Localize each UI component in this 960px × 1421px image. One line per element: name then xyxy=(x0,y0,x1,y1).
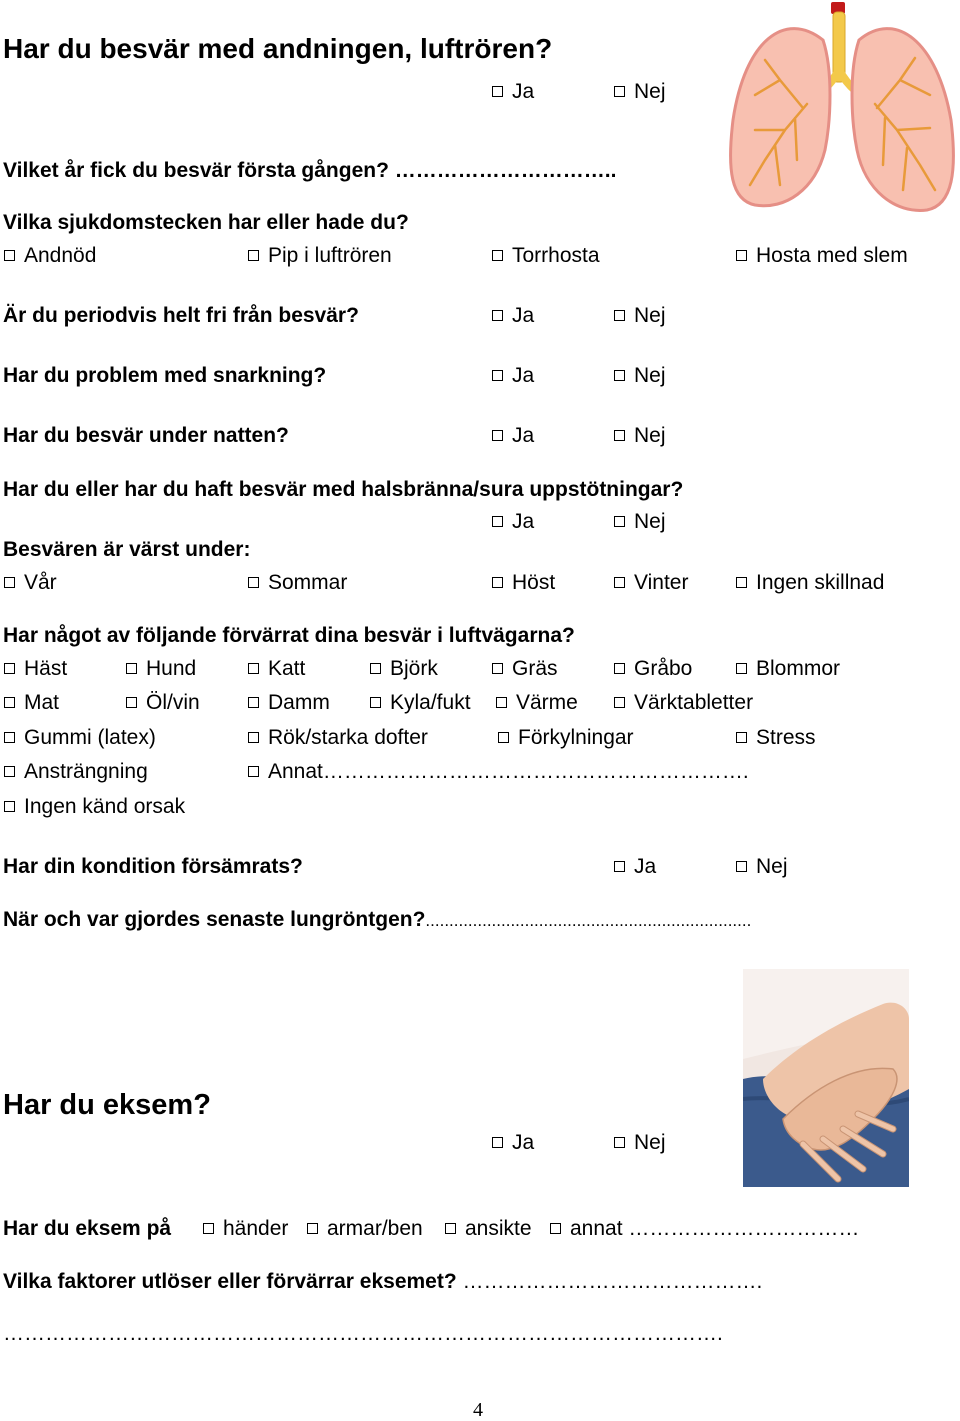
checkbox-icon[interactable] xyxy=(4,766,15,777)
checkbox-icon[interactable] xyxy=(248,732,259,743)
checkbox-icon[interactable] xyxy=(4,801,15,812)
checkbox-hund[interactable]: Hund xyxy=(126,658,196,679)
checkbox-ja-condition[interactable]: Ja xyxy=(614,856,656,877)
question-symptom-free: Är du periodvis helt fri från besvär? xyxy=(3,304,359,327)
checkbox-varktabletter[interactable]: Värktabletter xyxy=(614,692,753,713)
checkbox-gras[interactable]: Gräs xyxy=(492,658,558,679)
checkbox-icon[interactable] xyxy=(614,516,625,527)
checkbox-hosta-slem[interactable]: Hosta med slem xyxy=(736,245,908,266)
checkbox-host[interactable]: Höst xyxy=(492,572,555,593)
checkbox-icon[interactable] xyxy=(248,697,259,708)
question-symptoms: Vilka sjukdomstecken har eller hade du? xyxy=(3,211,409,234)
checkbox-bjork[interactable]: Björk xyxy=(370,658,438,679)
checkbox-icon[interactable] xyxy=(370,697,381,708)
checkbox-icon[interactable] xyxy=(492,86,503,97)
section-title-breathing: Har du besvär med andningen, luftrören? xyxy=(3,33,553,64)
answer-dotted-line[interactable]: ……………………………………. xyxy=(462,1270,763,1293)
answer-dotted-line[interactable]: ..................................................................... xyxy=(425,911,752,930)
checkbox-icon[interactable] xyxy=(492,663,503,674)
checkbox-icon[interactable] xyxy=(4,577,15,588)
checkbox-ja-night[interactable]: Ja xyxy=(492,425,534,446)
checkbox-stress[interactable]: Stress xyxy=(736,727,816,748)
section-title-eczema: Har du eksem? xyxy=(3,1089,211,1121)
checkbox-pip[interactable]: Pip i luftrören xyxy=(248,245,392,266)
checkbox-hast[interactable]: Häst xyxy=(4,658,67,679)
hands-photo-icon xyxy=(743,969,909,1187)
checkbox-ja-snoring[interactable]: Ja xyxy=(492,365,534,386)
checkbox-icon[interactable] xyxy=(614,577,625,588)
checkbox-icon[interactable] xyxy=(736,663,747,674)
checkbox-nej-heartburn[interactable]: Nej xyxy=(614,511,666,532)
checkbox-icon[interactable] xyxy=(126,663,137,674)
checkbox-kyla-fukt[interactable]: Kyla/fukt xyxy=(370,692,471,713)
checkbox-icon[interactable] xyxy=(498,732,509,743)
checkbox-icon[interactable] xyxy=(4,697,15,708)
checkbox-mat[interactable]: Mat xyxy=(4,692,59,713)
checkbox-sommar[interactable]: Sommar xyxy=(248,572,347,593)
checkbox-andnod[interactable]: Andnöd xyxy=(4,245,96,266)
checkbox-icon[interactable] xyxy=(614,370,625,381)
checkbox-grabo[interactable]: Gråbo xyxy=(614,658,692,679)
question-night: Har du besvär under natten? xyxy=(3,424,289,447)
checkbox-annat-eczema[interactable]: annat …………………………… xyxy=(550,1218,859,1239)
question-condition: Har din kondition försämrats? xyxy=(3,855,303,878)
checkbox-varme[interactable]: Värme xyxy=(496,692,578,713)
checkbox-var[interactable]: Vår xyxy=(4,572,57,593)
checkbox-ja-symptom-free[interactable]: Ja xyxy=(492,305,534,326)
checkbox-ansikte[interactable]: ansikte xyxy=(445,1218,532,1239)
checkbox-icon[interactable] xyxy=(614,697,625,708)
checkbox-icon[interactable] xyxy=(126,697,137,708)
checkbox-icon[interactable] xyxy=(203,1223,214,1234)
checkbox-icon[interactable] xyxy=(736,577,747,588)
checkbox-armar-ben[interactable]: armar/ben xyxy=(307,1218,423,1239)
checkbox-damm[interactable]: Damm xyxy=(248,692,330,713)
question-lung-xray: När och var gjordes senaste lungröntgen?..................................................................... xyxy=(3,908,752,931)
checkbox-icon[interactable] xyxy=(614,663,625,674)
question-first-year: Vilket år fick du besvär första gången? ………………………….. xyxy=(3,159,617,182)
checkbox-nej-condition[interactable]: Nej xyxy=(736,856,788,877)
checkbox-icon[interactable] xyxy=(496,697,507,708)
checkbox-icon[interactable] xyxy=(248,577,259,588)
checkbox-katt[interactable]: Katt xyxy=(248,658,305,679)
question-eczema-triggers: Vilka faktorer utlöser eller förvärrar eksemet? ……………………………………. xyxy=(3,1270,763,1293)
page-number: 4 xyxy=(473,1399,483,1421)
answer-dotted-line[interactable]: ………………………….. xyxy=(394,159,617,182)
checkbox-icon[interactable] xyxy=(614,430,625,441)
answer-dotted-line-2[interactable]: …………………………………………………………………………………………. xyxy=(3,1322,723,1345)
question-snoring: Har du problem med snarkning? xyxy=(3,364,327,387)
question-eczema-location: Har du eksem på xyxy=(3,1217,172,1240)
checkbox-icon[interactable] xyxy=(614,86,625,97)
checkbox-icon[interactable] xyxy=(370,663,381,674)
checkbox-icon[interactable] xyxy=(248,663,259,674)
checkbox-icon[interactable] xyxy=(248,250,259,261)
question-aggravating-factors: Har något av följande förvärrat dina besvär i luftvägarna? xyxy=(3,624,575,647)
checkbox-icon[interactable] xyxy=(614,310,625,321)
checkbox-icon[interactable] xyxy=(736,861,747,872)
checkbox-blommor[interactable]: Blommor xyxy=(736,658,840,679)
checkbox-icon[interactable] xyxy=(248,766,259,777)
question-worst-season: Besvären är värst under: xyxy=(3,538,251,561)
checkbox-nej-eczema[interactable]: Nej xyxy=(614,1132,666,1153)
checkbox-ingen-skillnad[interactable]: Ingen skillnad xyxy=(736,572,884,593)
checkbox-icon[interactable] xyxy=(614,861,625,872)
checkbox-vinter[interactable]: Vinter xyxy=(614,572,688,593)
checkbox-torrhosta[interactable]: Torrhosta xyxy=(492,245,600,266)
lungs-illustration-icon xyxy=(725,0,960,225)
question-heartburn: Har du eller har du haft besvär med halsbränna/sura uppstötningar? xyxy=(3,478,684,501)
checkbox-icon[interactable] xyxy=(492,1137,503,1148)
checkbox-icon[interactable] xyxy=(492,577,503,588)
checkbox-hander[interactable]: händer xyxy=(203,1218,288,1239)
checkbox-icon[interactable] xyxy=(445,1223,456,1234)
checkbox-ja-breathing[interactable]: Ja xyxy=(492,81,534,102)
checkbox-icon[interactable] xyxy=(4,663,15,674)
checkbox-forkylningar[interactable]: Förkylningar xyxy=(498,727,634,748)
checkbox-nej-symptom-free[interactable]: Nej xyxy=(614,305,666,326)
checkbox-icon[interactable] xyxy=(492,250,503,261)
checkbox-nej-breathing[interactable]: Nej xyxy=(614,81,666,102)
checkbox-ja-eczema[interactable]: Ja xyxy=(492,1132,534,1153)
checkbox-ol-vin[interactable]: Öl/vin xyxy=(126,692,200,713)
checkbox-gummi-latex[interactable]: Gummi (latex) xyxy=(4,727,156,748)
checkbox-ja-heartburn[interactable]: Ja xyxy=(492,511,534,532)
checkbox-annat[interactable]: Annat……………………………………………………. xyxy=(248,761,749,782)
checkbox-icon[interactable] xyxy=(614,1137,625,1148)
checkbox-icon[interactable] xyxy=(492,370,503,381)
checkbox-nej-snoring[interactable]: Nej xyxy=(614,365,666,386)
checkbox-icon[interactable] xyxy=(492,430,503,441)
checkbox-icon[interactable] xyxy=(492,516,503,527)
checkbox-icon[interactable] xyxy=(550,1223,561,1234)
checkbox-ingen-kand-orsak[interactable]: Ingen känd orsak xyxy=(4,796,185,817)
checkbox-icon[interactable] xyxy=(736,250,747,261)
checkbox-rok-dofter[interactable]: Rök/starka dofter xyxy=(248,727,428,748)
checkbox-icon[interactable] xyxy=(736,732,747,743)
checkbox-nej-night[interactable]: Nej xyxy=(614,425,666,446)
checkbox-icon[interactable] xyxy=(307,1223,318,1234)
checkbox-icon[interactable] xyxy=(492,310,503,321)
checkbox-anstrangning[interactable]: Ansträngning xyxy=(4,761,148,782)
checkbox-icon[interactable] xyxy=(4,732,15,743)
checkbox-icon[interactable] xyxy=(4,250,15,261)
